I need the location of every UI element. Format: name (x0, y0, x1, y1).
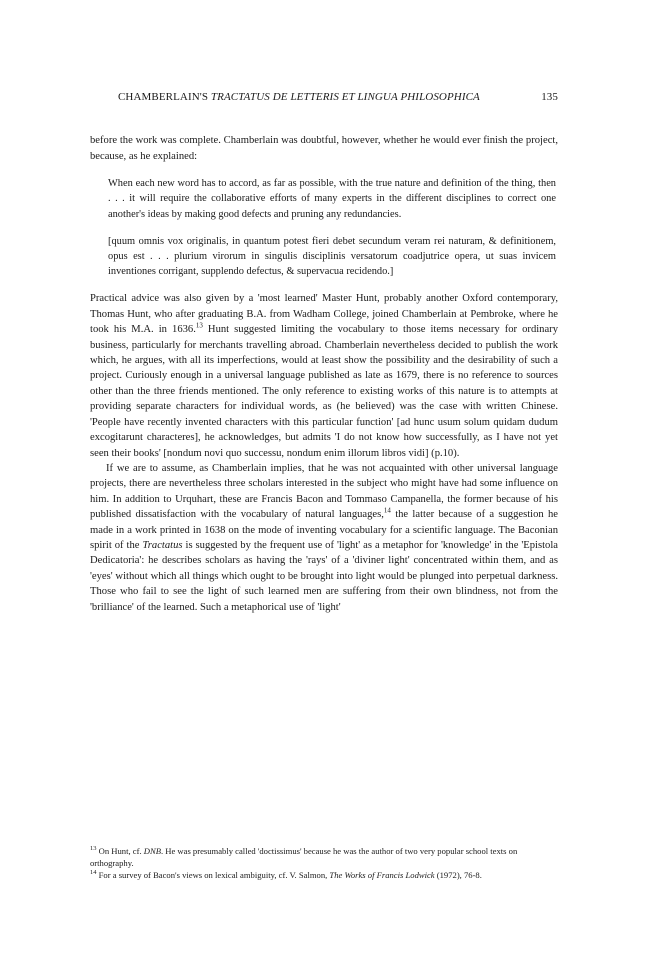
running-head-italic-title: TRACTATUS DE LETTERIS ET LINGUA PHILOSOPHICA (210, 91, 480, 103)
block-quote-english: When each new word has to accord, as far as possible, with the true nature and definition of the thing, then . . . it will require the collaborative efforts of many experts in the different disciplines to correct one another's ideas by making good defects and pruning any redundancies. (108, 178, 556, 220)
page-number: 135 (541, 91, 558, 103)
running-head-title: CHAMBERLAIN'S TRACTATUS DE LETTERIS ET LINGUA PHILOSOPHICA (118, 91, 480, 103)
paragraph-2: Practical advice was also given by a 'most learned' Master Hunt, probably another Oxford contemporary, Thomas Hunt, who after graduating B.A. from Wadham College, joined Chamberlain at Pembroke, where he took his M.A. in 1636.13 Hunt suggested limiting the vocabulary to those items necessary for ordinary business, particularly for merchants travelling abroad. Chamberlain nevertheless decided to publish the work which, he argues, with all its imperfections, would at least show the possibility and the desirability of such a project. Curiously enough in a universal language published as late as 1679, there is no reference to sources other than the three friends mentioned. The only reference to existing works of this nature is to attempts at providing separate characters for individual words, as (he believed) was the case with written Chinese. 'People have recently invented characters with this particular function' [ad hunc usum solum quidam dudum excogitarunt characteres], he acknowledges, but admits 'I do not know how successfully, as I have not yet seen their books' [nondum novi quo successu, nondum enim illorum libros vidi] (p.10). (90, 293, 559, 459)
page-body (90, 90, 558, 615)
paragraph-3: If we are to assume, as Chamberlain implies, that he was not acquainted with other universal language projects, there are nevertheless three scholars interested in the subject who might have had some influence on him. In addition to Urquhart, these are Francis Bacon and Tommaso Campanella, the former because of his published dissatisfaction with the vocabulary of natural languages,$^{14}$ the latter because of a suggestion he made in a work printed in 1638 on the mode of inventing vocabulary for a scientific language. The Baconian spirit of the Tractatus is suggested by the frequent use of 'light' as a metaphor for 'knowledge' in the 'Epistola Dedicatoria': he describes scholars as having the 'rays' of a 'diviner light' concentrated within them, and as 'eyes' without which all things which ought to be brought into light would be plunged into perpetual darkness. Those who fail to see the light of such learned men are suffering from their own blindness, not from the 'brilliance' of the learned. Such a metaphorical use of 'light' (90, 462, 559, 613)
footnotes (90, 845, 558, 881)
running-head (90, 90, 558, 105)
footnote-14: $^{14}$ For a survey of Bacon's views on lexical ambiguity, cf. V. Salmon, The Works of Francis Lodwick (1972), 76-8. (90, 869, 482, 880)
footnote-13: $^{13}$ On Hunt, cf. DNB. He was presumably called 'doctissimus' because he was the author of two very popular school texts on orthography. (90, 845, 518, 868)
footnote-ref-13[interactable]: 13 (195, 321, 203, 330)
footnote-ref-14[interactable]: 14 (383, 506, 391, 515)
paragraph-1: before the work was complete. Chamberlain was doubtful, however, whether he would ever finish the project, because, as he explained: (90, 135, 558, 162)
block-quote-latin: [quum omnis vox originalis, in quantum potest fieri debet secundum veram rei naturam, & definitionem, opus est . . . plurium virorum in singulis disciplinis versatorum coadjutrice opera, ut suas invicem inventiones corrigant, supplendo defectus, & supervacua recidendo.] (108, 235, 556, 278)
